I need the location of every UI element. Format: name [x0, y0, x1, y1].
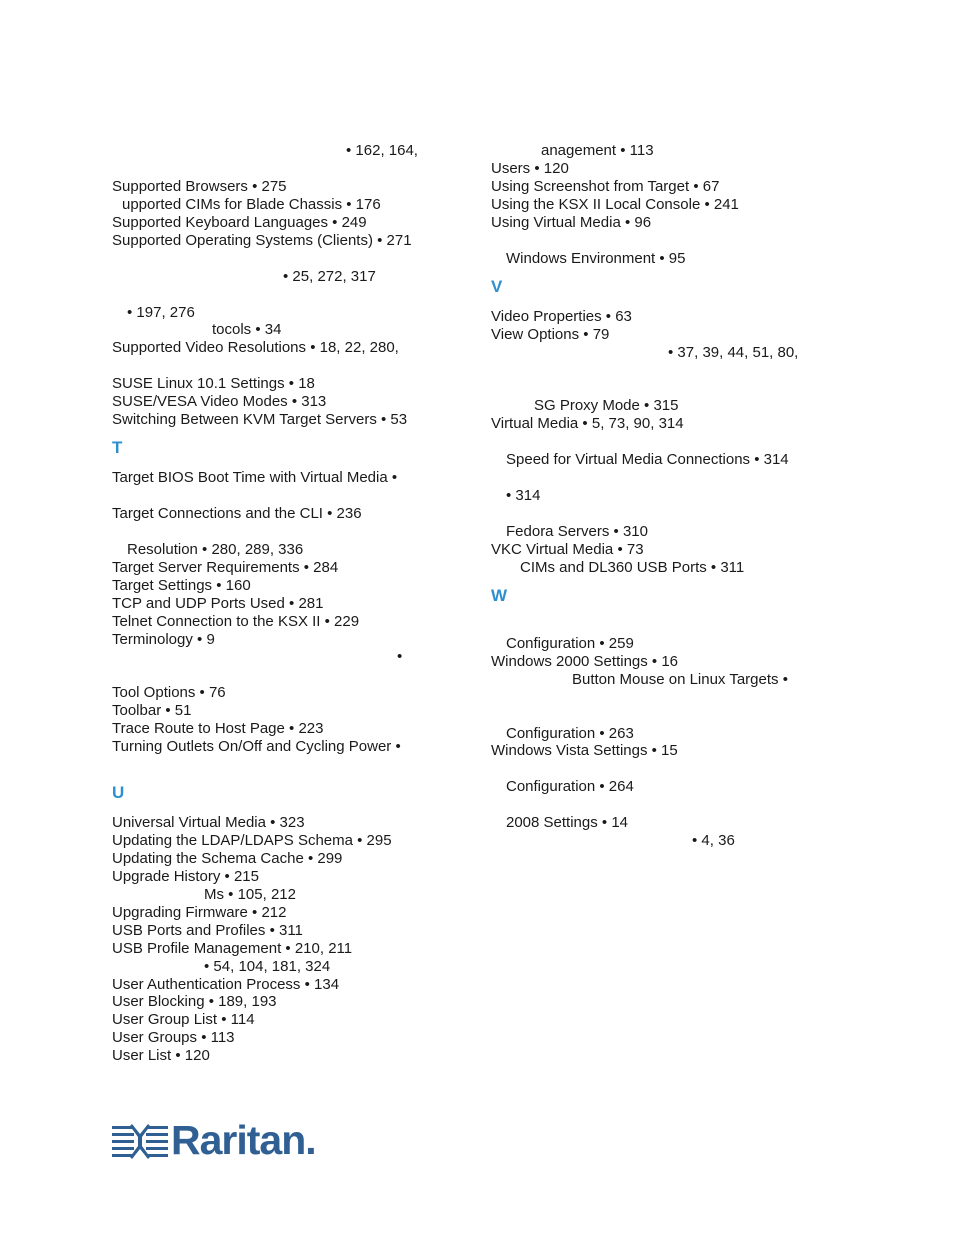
index-entry: Virtual Media • 5, 73, 90, 314 [491, 415, 684, 432]
index-entry: Windows 2000 Settings • 16 [491, 653, 679, 670]
index-entry: Universal Virtual Media • 323 [112, 814, 305, 831]
index-entry: Resolution • 280, 289, 336 [127, 541, 304, 558]
index-entry: Tool Options • 76 [112, 684, 226, 701]
index-entry: anagement • 113 [541, 142, 654, 159]
index-entry: Configuration • 259 [506, 635, 634, 652]
index-entry: • 54, 104, 181, 324 [204, 958, 331, 975]
index-entry: upported CIMs for Blade Chassis • 176 [122, 196, 381, 213]
index-entry: Turning Outlets On/Off and Cycling Power • [112, 738, 401, 755]
index-entry: Supported Video Resolutions • 18, 22, 280, [112, 339, 399, 356]
index-entry: Fedora Servers • 310 [506, 523, 648, 540]
index-entry: View Options • 79 [491, 326, 610, 343]
index-entry: • 37, 39, 44, 51, 80, [668, 344, 799, 361]
index-entry: Telnet Connection to the KSX II • 229 [112, 613, 360, 630]
index-section-letter: U [112, 783, 125, 802]
index-entry: Updating the Schema Cache • 299 [112, 850, 343, 867]
index-entry: tocols • 34 [212, 321, 282, 338]
index-entry: Target Settings • 160 [112, 577, 251, 594]
index-entry: SUSE/VESA Video Modes • 313 [112, 393, 327, 410]
index-entry: • 4, 36 [692, 832, 735, 849]
index-entry: Windows Environment • 95 [506, 250, 686, 267]
index-entry: User Group List • 114 [112, 1011, 255, 1028]
index-entry: User Blocking • 189, 193 [112, 993, 277, 1010]
index-entry: SG Proxy Mode • 315 [534, 397, 679, 414]
index-entry: TCP and UDP Ports Used • 281 [112, 595, 324, 612]
index-entry: Target Connections and the CLI • 236 [112, 505, 362, 522]
index-entry: CIMs and DL360 USB Ports • 311 [520, 559, 745, 576]
index-entry: • 314 [506, 487, 541, 504]
index-entry: Ms • 105, 212 [204, 886, 296, 903]
index-entry: Updating the LDAP/LDAPS Schema • 295 [112, 832, 392, 849]
raritan-logo [112, 1117, 316, 1164]
index-entry: Switching Between KVM Target Servers • 53 [112, 411, 408, 428]
index-entry: Configuration • 264 [506, 778, 634, 795]
index-entry: Terminology • 9 [112, 631, 215, 648]
index-entry: Using Screenshot from Target • 67 [491, 178, 720, 195]
index-entry: Target Server Requirements • 284 [112, 559, 339, 576]
index-entry: Supported Browsers • 275 [112, 178, 287, 195]
index-entry: Configuration • 263 [506, 725, 634, 742]
index-entry: Trace Route to Host Page • 223 [112, 720, 324, 737]
index-entry: Speed for Virtual Media Connections • 314 [506, 451, 789, 468]
index-entry: Toolbar • 51 [112, 702, 192, 719]
index-entry: Target BIOS Boot Time with Virtual Media • [112, 469, 398, 486]
index-entry: User Authentication Process • 134 [112, 976, 340, 993]
index-entry: User Groups • 113 [112, 1029, 235, 1046]
index-entry: Users • 120 [491, 160, 569, 177]
index-entry: • 197, 276 [127, 304, 195, 321]
index-entry: User List • 120 [112, 1047, 210, 1064]
index-entry: Upgrade History • 215 [112, 868, 259, 885]
index-entry: • [397, 648, 403, 665]
index-entry: Windows Vista Settings • 15 [491, 742, 678, 759]
index-entry: USB Profile Management • 210, 211 [112, 940, 353, 957]
index-entry: Using Virtual Media • 96 [491, 214, 652, 231]
raritan-wordmark: Raritan. [171, 1117, 316, 1163]
index-entry: Supported Operating Systems (Clients) • 271 [112, 232, 412, 249]
index-entry: VKC Virtual Media • 73 [491, 541, 644, 558]
raritan-emblem-icon [112, 1120, 168, 1164]
index-section-letter: V [491, 277, 503, 296]
index-section-letter: T [112, 438, 123, 457]
index-entry: • 162, 164, [346, 142, 418, 159]
index-entry: USB Ports and Profiles • 311 [112, 922, 303, 939]
index-entry: • 25, 272, 317 [283, 268, 376, 285]
index-entry: Upgrading Firmware • 212 [112, 904, 287, 921]
index-entry: Supported Keyboard Languages • 249 [112, 214, 367, 231]
index-entry: Video Properties • 63 [491, 308, 632, 325]
index-entry: Using the KSX II Local Console • 241 [491, 196, 739, 213]
index-entry: SUSE Linux 10.1 Settings • 18 [112, 375, 315, 392]
index-entry: Button Mouse on Linux Targets • [572, 671, 788, 688]
index-entry: 2008 Settings • 14 [506, 814, 629, 831]
index-section-letter: W [491, 586, 508, 605]
